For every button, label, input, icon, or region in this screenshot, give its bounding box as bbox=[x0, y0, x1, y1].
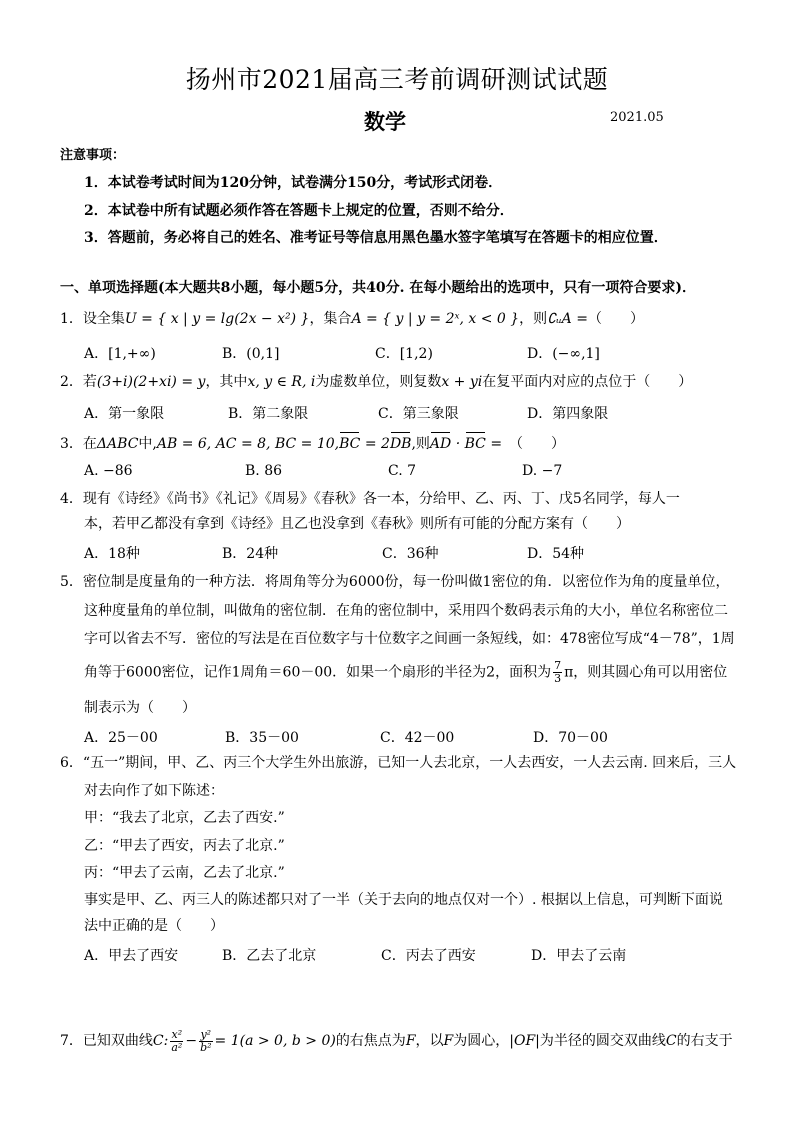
question-5-line-3: 字可以省去不写．密位的写法是在百位数字与十位数字之间画一条短线，如：478密位写成“4－78”，1周 bbox=[84, 631, 735, 647]
question-6-line-2: 对去向作了如下陈述： bbox=[84, 783, 224, 799]
question-number: 7． bbox=[60, 1033, 83, 1049]
q4-option-b: B．24种 bbox=[222, 546, 279, 562]
question-6: 6．“五一”期间，甲、乙、丙三个大学生外出旅游，已知一人去北京，一人去西安，一人去云南. 回来后，三人 bbox=[60, 755, 737, 771]
q4-option-c: C．36种 bbox=[382, 546, 439, 562]
question-7: 7．已知双曲线C: $\frac{\text{x²}}{\text{a²}}$ − $\frac{\text{y²}}{\text{b²}}$ = 1(a > 0, b > 0)的右焦点为F，以F为圆心，|OF|为半径的圆交双曲线C的右支于 bbox=[60, 1027, 733, 1054]
math-expression: AB = 6, AC = 8, BC = 10, bbox=[156, 436, 340, 452]
question-number: 1． bbox=[60, 311, 83, 327]
question-5-line-5: 制表示为（ ） bbox=[84, 700, 196, 716]
subject-title: 数学 bbox=[364, 109, 406, 134]
question-4: 4．现有《诗经》《尚书》《礼记》《周易》《春秋》各一本，分给甲、乙、丙、丁、戊5名同学，每人一 bbox=[60, 491, 680, 507]
q1-option-b: B．(0,1] bbox=[222, 346, 280, 362]
question-6-line-4: 法中正确的是（ ） bbox=[84, 918, 224, 934]
fraction: $\frac{7}{3}$ bbox=[554, 659, 562, 685]
question-1: 1．设全集U = { x | y = lg(2x − x²) }，集合A = { y | y = 2ˣ, x < 0 }，则∁ᵤA =（ ） bbox=[60, 311, 644, 327]
question-3: 3．在ΔABC中,AB = 6, AC = 8, BC = 10,BC = 2DB,则AD · BC = （ ） bbox=[60, 436, 566, 452]
math-expression: (3+i)(2+xi) = y bbox=[96, 374, 206, 390]
question-number: 2． bbox=[60, 374, 83, 390]
q6-option-c: C．丙去了西安 bbox=[381, 948, 476, 964]
fraction: $\frac{\text{y²}}{\text{b²}}$ bbox=[200, 1027, 212, 1054]
q4-option-a: A．18种 bbox=[84, 546, 140, 562]
notice-item-3: 3．答题前，务必将自己的姓名、准考证号等信息用黑色墨水签字笔填写在答题卡的相应位置． bbox=[84, 230, 668, 246]
q2-option-d: D．第四象限 bbox=[527, 406, 609, 422]
math-expression: A = { y | y = 2ˣ, x < 0 } bbox=[351, 311, 520, 327]
math-expression: x + yi bbox=[441, 374, 483, 390]
question-number: 4． bbox=[60, 491, 83, 507]
vector-db: DB bbox=[389, 436, 412, 452]
q3-option-c: C. 7 bbox=[388, 463, 417, 479]
fraction: $\frac{\text{x²}}{\text{a²}}$ bbox=[171, 1027, 183, 1054]
question-5-line-4: 角等于6000密位，记作1周角＝60－00．如果一个扇形的半径为2，面积为 $\frac{7}{3}$ π，则其圆心角可以用密位 bbox=[84, 659, 728, 685]
exam-title: 扬州市2021届高三考前调研测试试题 bbox=[185, 65, 609, 94]
math-expression: x, y ∈ R, i bbox=[247, 374, 316, 390]
question-6-line-3: 事实是甲、乙、丙三人的陈述都只对了一半（关于去向的地点仅对一个）. 根据以上信息，可判断下面说 bbox=[84, 892, 723, 908]
question-4-line-2: 本，若甲乙都没有拿到《诗经》且乙也没拿到《春秋》则所有可能的分配方案有（ ） bbox=[84, 516, 630, 532]
question-5-line-2: 这种度量角的单位制，叫做角的密位制．在角的密位制中，采用四个数码表示角的大小，单位名称密位二 bbox=[84, 603, 728, 619]
q1-option-d: D．(−∞,1] bbox=[527, 346, 600, 362]
notice-item-1: 1．本试卷考试时间为120分钟，试卷满分150分，考试形式闭卷． bbox=[84, 175, 503, 191]
statement-jia: 甲：“我去了北京，乙去了西安.” bbox=[84, 810, 285, 826]
vector-ad: AD bbox=[429, 436, 452, 452]
q2-option-c: C．第三象限 bbox=[378, 406, 459, 422]
q1-option-a: A．[1,+∞) bbox=[84, 346, 156, 362]
q3-option-b: B. 86 bbox=[245, 463, 283, 479]
section-heading: 一、单项选择题(本大题共8小题，每小题5分，共40分. 在每小题给出的选项中，只有一项符合要求)． bbox=[60, 280, 696, 296]
q2-option-b: B．第二象限 bbox=[228, 406, 309, 422]
q2-option-a: A．第一象限 bbox=[84, 406, 165, 422]
math-expression: ∁ᵤA = bbox=[547, 311, 588, 327]
q3-option-d: D. −7 bbox=[522, 463, 563, 479]
question-number: 3． bbox=[60, 436, 83, 452]
notice-heading: 注意事项： bbox=[60, 148, 126, 163]
q5-option-a: A．25－00 bbox=[84, 730, 158, 746]
question-number: 5． bbox=[60, 574, 83, 590]
q3-option-a: A. −86 bbox=[84, 463, 133, 479]
q1-option-c: C．[1,2) bbox=[375, 346, 433, 362]
q5-option-c: C．42－00 bbox=[380, 730, 455, 746]
q6-option-a: A．甲去了西安 bbox=[84, 948, 179, 964]
q6-option-b: B．乙去了北京 bbox=[222, 948, 317, 964]
question-2: 2．若(3+i)(2+xi) = y，其中x, y ∈ R, i为虚数单位，则复数x + yi在复平面内对应的点位于（ ） bbox=[60, 374, 693, 390]
statement-yi: 乙：“甲去了西安，丙去了北京.” bbox=[84, 838, 285, 854]
question-5: 5．密位制是度量角的一种方法．将周角等分为6000份，每一份叫做1密位的角．以密位作为角的度量单位， bbox=[60, 574, 730, 590]
q6-option-d: D．甲去了云南 bbox=[531, 948, 627, 964]
q5-option-b: B．35－00 bbox=[225, 730, 299, 746]
notice-item-2: 2．本试卷中所有试题必须作答在答题卡上规定的位置，否则不给分． bbox=[84, 203, 514, 219]
q4-option-d: D．54种 bbox=[527, 546, 585, 562]
statement-bing: 丙：“甲去了云南，乙去了北京.” bbox=[84, 865, 285, 881]
vector-bc: BC bbox=[464, 436, 486, 452]
math-expression: U = { x | y = lg(2x − x²) } bbox=[124, 311, 310, 327]
question-number: 6． bbox=[60, 755, 83, 771]
vector-bc: BC bbox=[339, 436, 361, 452]
math-expression: ΔABC bbox=[96, 436, 139, 452]
exam-date: 2021.05 bbox=[610, 110, 664, 125]
q5-option-d: D．70－00 bbox=[533, 730, 608, 746]
